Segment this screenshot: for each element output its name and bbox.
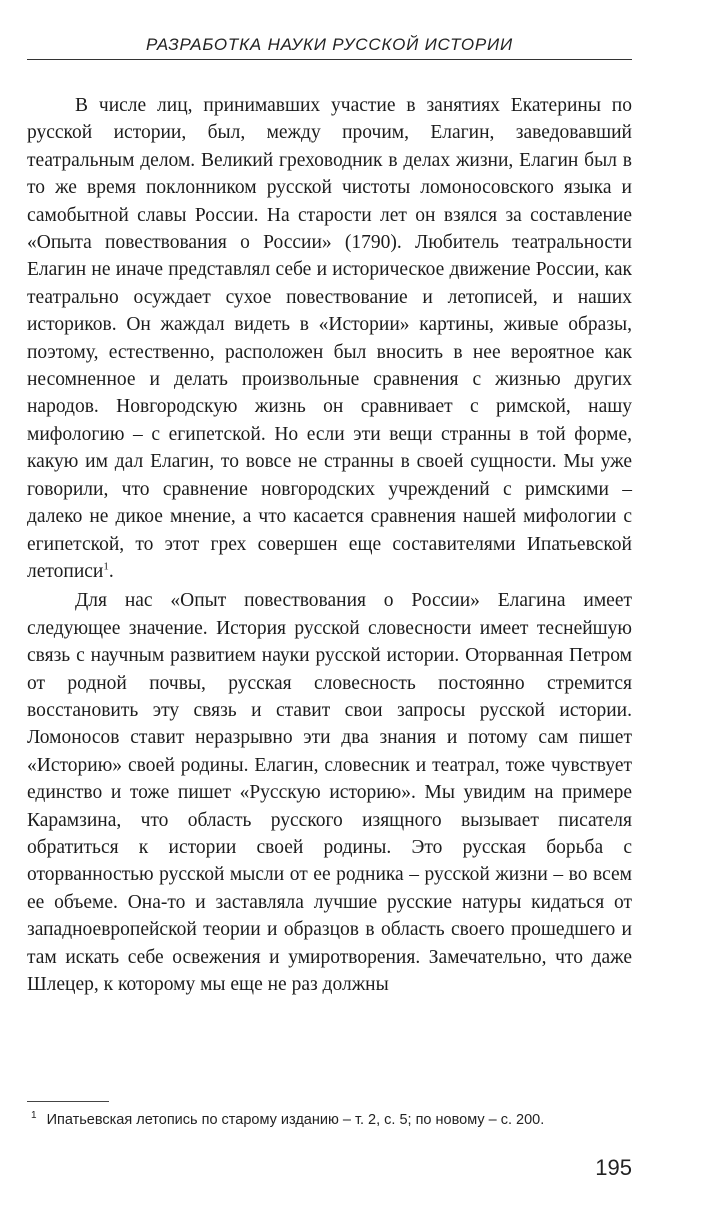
footnote-mark: 1 bbox=[31, 1110, 37, 1121]
paragraph-2 bbox=[27, 587, 632, 998]
footnote bbox=[27, 1106, 632, 1130]
paragraph-1 bbox=[27, 92, 632, 585]
footnote-text: Ипатьевская летопись по старому изданию – т. 2, с. 5; по новому – с. 200. bbox=[46, 1111, 545, 1128]
body-text bbox=[27, 92, 632, 998]
page-number: 195 bbox=[595, 1155, 632, 1180]
footnote-rule bbox=[27, 1101, 109, 1102]
paragraph-2-text: Для нас «Опыт повествования о России» Елагина имеет следующее значение. История русской словесности имеет теснейшую связь с научным развитием науки русской истории. Оторванная Петром от родной почвы, русская словесность постоянно стремится восстановить эту связь и ставит свои запросы русской истории. Ломоносов ставит неразрывно эти два знания и потому сам пишет «Историю» своей родины. Елагин, словесник и театрал, тоже чувствует единство и тоже пишет «Русскую историю». Мы увидим на примере Карамзина, что область русского изящного вызывает писателя обратиться к истории своей родины. Это русская борьба с оторванностью русской мысли от ее родника – русской жизни – во всем ее объеме. Она-то и заставляла лучшие русские натуры кидаться от западноевропейской теории и образцов в область своего прошедшего и там искать себе освежения и умиротворения. Замечательно, что даже Шлецер, к которому мы еще не раз должны bbox=[27, 590, 632, 995]
running-head: РАЗРАБОТКА НАУКИ РУССКОЙ ИСТОРИИ bbox=[146, 35, 513, 54]
paragraph-1-end: . bbox=[108, 560, 114, 582]
footnote-reference: 1 bbox=[103, 560, 109, 573]
paragraph-1-text: В числе лиц, принимавших участие в занятиях Екатерины по русской истории, был, между прочим, Елагин, заведовавший театральным делом. Великий греховодник в делах жизни, Елагин был в то же время поклонником русской чистоты ломоносовского языка и самобытной славы России. На старости лет он взялся за составление «Опыта повествования о России» (1790). Любитель театральности Елагин не иначе представлял себе и историческое движение России, как театрально осуждает сухое повествование и летописей, и наших историков. Он жаждал видеть в «Истории» картины, живые образы, поэтому, естественно, расположен был вносить в нее вероятное как несомненное и делать произвольные сравнения с жизнью других народов. Новгородскую жизнь он сравнивает с римской, нашу мифологию – с египетской. Но если эти вещи странны в той форме, какую им дал Елагин, то вовсе не странны в своей сущности. Мы уже говорили, что сравнение новгородских учреждений с римскими – далеко не дикое мнение, а что касается сравнения нашей мифологии с египетской, то этот грех совершен еще составителями Ипатьевской летописи bbox=[27, 95, 632, 582]
header-rule bbox=[27, 59, 632, 60]
